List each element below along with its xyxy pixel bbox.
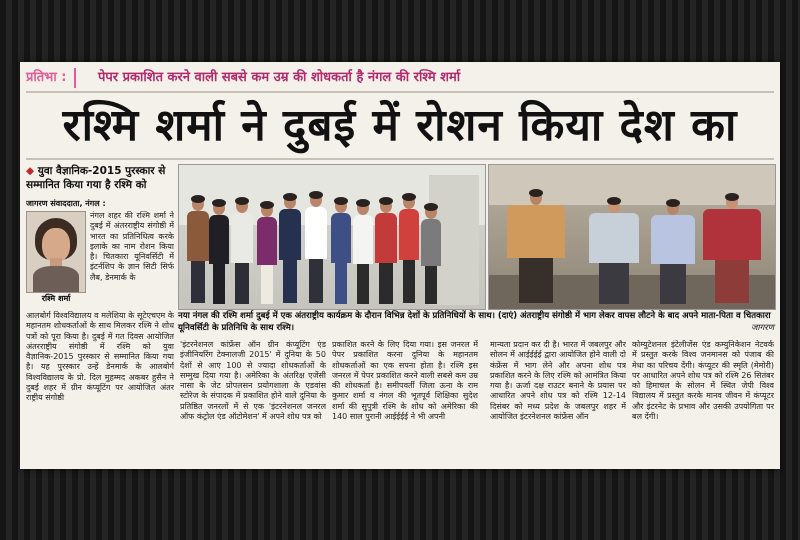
photo-credit: जागरण [751,323,774,333]
section-tag: प्रतिभा : [26,68,76,88]
column-2-text: 'इंटरनेशनल कांफ्रेंस ऑन ग्रीन कंप्यूटिंग एंड इंजीनियरिंग टेक्नालजी 2015' में दुनिया के 50 देशों से आए 100 से ज्यादा शोधकर्ताओं के सम्मुख दिया गया है। अमेरिका के अंतरिक्ष एजेंसी नासा के जेट प्रोपलसन प्रयोगशाला के एडवांस स्टोरेज के संपादक में प्रकाशित होने वाले दुनिया के प्रतिष्ठित जनरलों में से एक 'इंटरनेशनल जनरल ऑफ कंट्रोल एंड ऑटोमेशन' में अपने शोध पत्र को [180,340,326,422]
column-4-text: मान्यता प्रदान कर दी है। भारत में जबलपुर और सोलन में आईईईई द्वारा आयोजित होने वाली दो कंफ्रेंस में भाग लेने और अपना शोध पत्र प्रकाशित करने के लिए रश्मि को आमंत्रित किया गया है। ऊर्जा दक्ष राउटर बनाने के प्रयास पर आधारित अपने शोध पत्र को रश्मि 12-14 दिसंबर को मध्य प्रदेश के जबलपुर शहर में आयोजित इंटरनेशनल कांफ्रेंस ऑन [490,340,626,422]
lead-block [26,211,174,311]
dateline: जागरण संवाददाता, नंगल : [26,199,106,208]
caption-text: नया नंगल की रश्मि शर्मा दुबई में एक अंतराष्ट्रीय कार्यक्रम के दौरान विभिन्न देशों के प्रतिनिधियों के साथ। (दाएं) अंतराष्ट्रीय संगोष्ठी में भाग लेकर वापस लौटने के बाद अपने माता-पिता व चितकारा यूनिवर्सिटी के प्रतिनिधि के साथ रश्मि। [178,311,771,333]
divider [26,158,774,160]
portrait-photo [26,211,86,293]
bullet-icon: ◆ [26,165,38,177]
column-1-text: आलबोर्ग विश्वविद्यालय व मलेशिया के सूटेएचएम के महानतम शोधकर्ताओं के साथ मिलकर रश्मि ने शोध पत्रों को पूरा किया है। दुबई में गत दिवस आयोजित अंतरराष्ट्रीय संगोष्ठी में रश्मि को युवा वैज्ञानिक-2015 पुरस्कार से सम्मानित किया गया है। यह पुरस्कार उन्हें डेनमार्क के आलबोर्ग विश्वविद्यालय के प्रो. दिल मुहम्मद अकबर हुसैन ने दुबई शहर में ग्रीन कंप्यूटिंग पर आयोजित अंतर राष्ट्रीय संगोष्ठी [26,311,174,403]
column-5-text: कोम्युटेशनल इंटेलीजेंस एंड कम्युनिकेशन नेटवर्क में प्रस्तुत करके विश्व जनमानस को पंजाब की मेधा का परिचय देंगी। कंप्यूटर की स्मृति (मेमोरी) पर आधारित अपने शोध पत्र को रश्मि 26 सितंबर को हिमाचल के सोलन में स्थित जेपी विश्व विद्यालय में प्रस्तुत करके मानव जीवन में कंप्यूटर और इंटरनेट के प्रभाव और उसकी उपयोगिता पर बल देंगी। [632,340,774,422]
column-1 [26,164,174,464]
subheading-text: युवा वैज्ञानिक-2015 पुरस्कार से सम्मानित किया गया है रश्मि को [26,165,166,191]
column-3-text: प्रकाशित करने के लिए दिया गया। इस जनरल में पेपर प्रकाशित करना दुनिया के महानतम शोधकर्ताओं का एक सपना होता है। रश्मि इस जनरल में पेपर प्रकाशित करने वाली सबसे कम उम्र की शोधकर्ता है। समीपवर्ती जिला ऊना के राम कुमार शर्मा व नंगल की भूतपूर्व शिक्षिका सुदेश शर्मा की सुपुत्री रश्मि के शोध को अमेरिका की 140 साल पुरानी आईईईई ने भी अपनी [332,340,478,422]
family-photo [488,164,776,310]
portrait-caption: रश्मि शर्मा [41,294,71,303]
newspaper-clipping [20,62,780,469]
lead-text: नंगल शहर की रश्मि शर्मा ने दुबई में अंतरराष्ट्रीय संगोष्ठी में भारत का प्रतिनिधित्व करके इलाके का नाम रोशन किया है। चितकारा यूनिवर्सिटी में इंटर्नशिप के ज्ञान सिटी सिर्फ लैब, डेनमार्क के [90,211,174,282]
section-bar [20,68,780,88]
headline: रश्मि शर्मा ने दुबई में रोशन किया देश का [62,100,738,151]
strap-line: पेपर प्रकाशित करने वाली सबसे कम उम्र की शोधकर्ता है नंगल की रश्मि शर्मा [98,70,461,85]
subheading [26,164,174,192]
group-photo [178,164,486,310]
photo-caption [178,310,774,336]
divider [26,91,774,93]
